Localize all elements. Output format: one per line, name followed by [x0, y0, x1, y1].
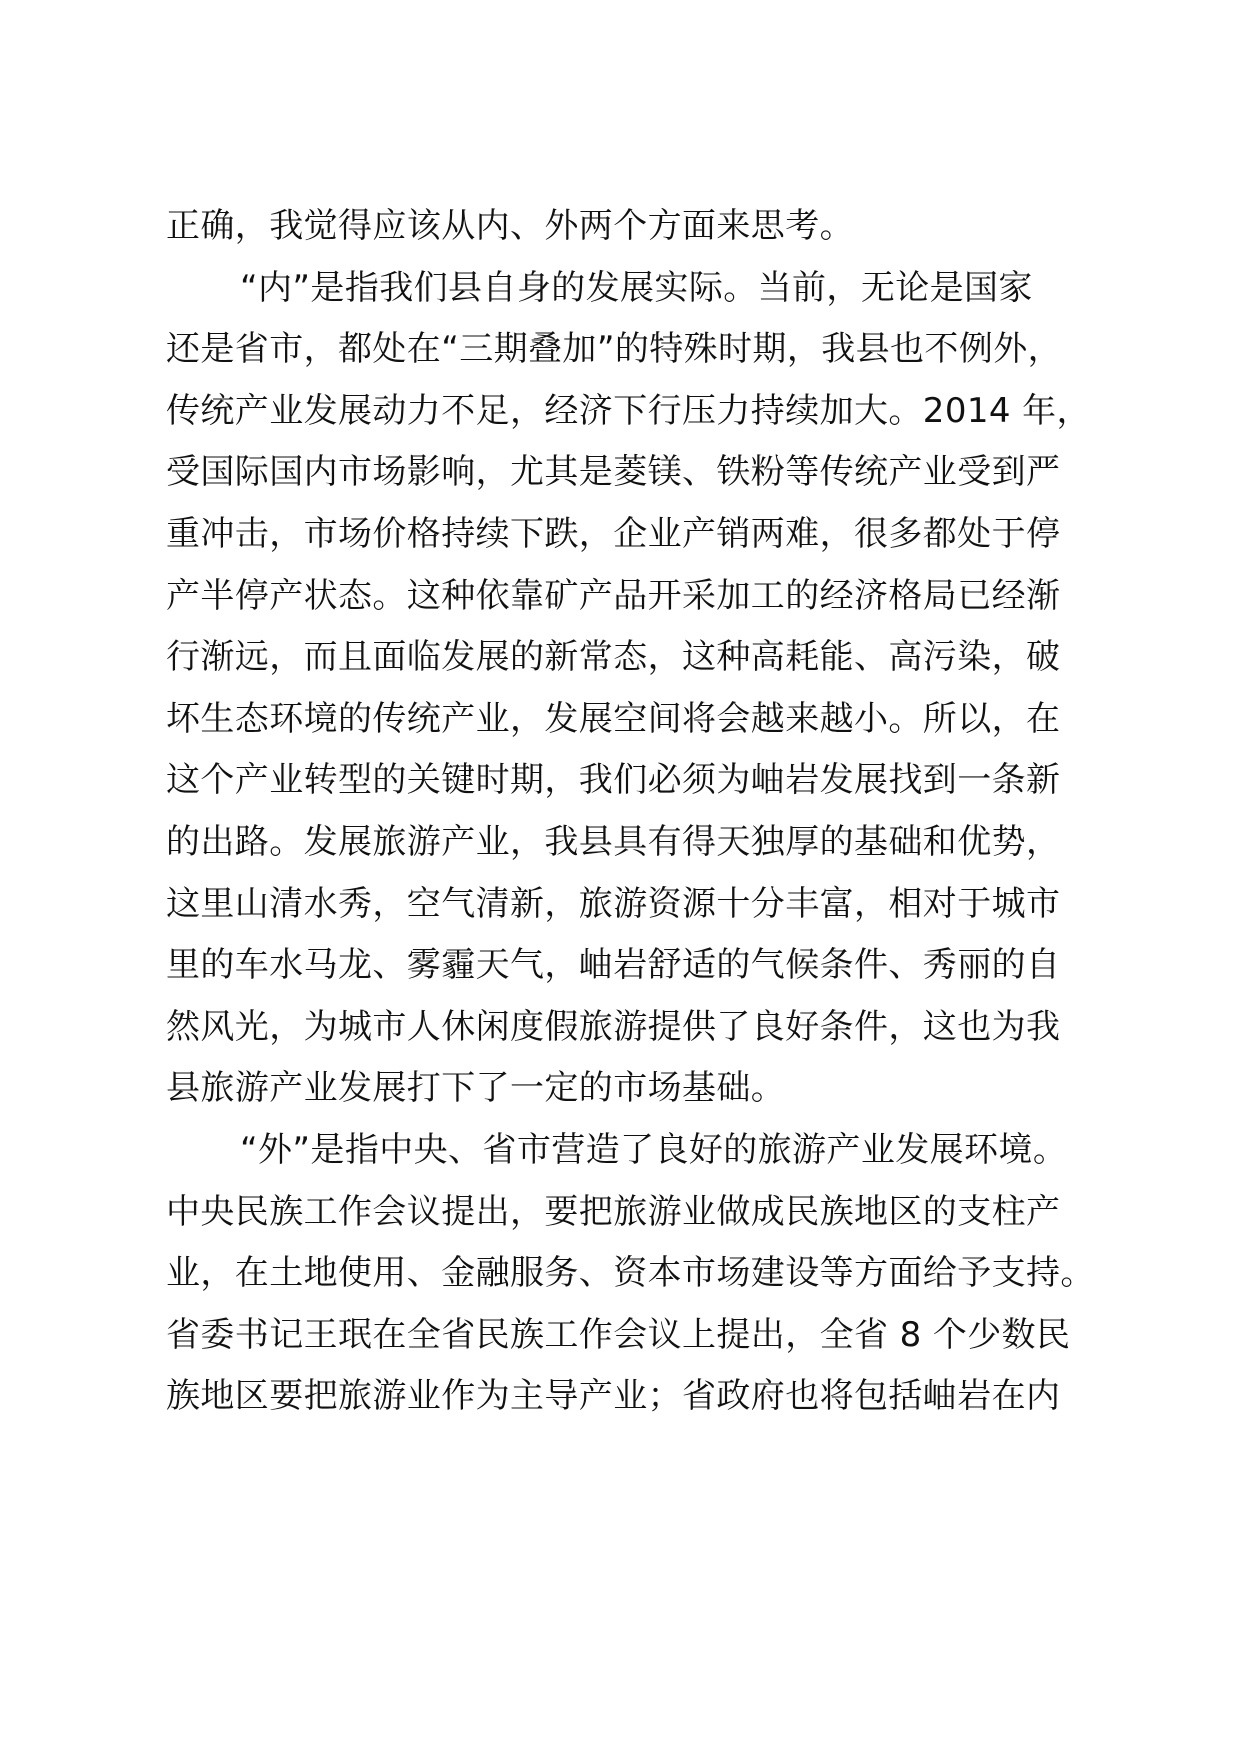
text-line-9: 坏生态环境的传统产业，发展空间将会越来越小。所以，在 [166, 698, 1061, 739]
text-line-3: 还是省市，都处在“三期叠加”的特殊时期，我县也不例外， [166, 329, 1063, 370]
text-line-17: 中央民族工作会议提出，要把旅游业做成民族地区的支柱产 [166, 1191, 1061, 1232]
text-line-8: 行渐远，而且面临发展的新常态，这种高耗能、高污染，破 [166, 637, 1061, 678]
body-text [166, 196, 1126, 1428]
text-line-10: 这个产业转型的关键时期，我们必须为岫岩发展找到一条新 [166, 760, 1061, 801]
text-line-5: 受国际国内市场影响，尤其是菱镁、铁粉等传统产业受到严 [166, 452, 1061, 493]
text-line-16: “外”是指中央、省市营造了良好的旅游产业发展环境。 [240, 1129, 1068, 1170]
text-line-19: 省委书记王珉在全省民族工作会议上提出，全省 8 个少数民 [166, 1314, 1071, 1355]
text-line-20: 族地区要把旅游业作为主导产业；省政府也将包括岫岩在内 [166, 1376, 1061, 1417]
text-line-6: 重冲击，市场价格持续下跌，企业产销两难，很多都处于停 [166, 513, 1061, 554]
text-line-12: 这里山清水秀，空气清新，旅游资源十分丰富，相对于城市 [166, 883, 1061, 924]
text-line-13: 里的车水马龙、雾霾天气，岫岩舒适的气候条件、秀丽的自 [166, 945, 1061, 986]
text-line-18: 业，在土地使用、金融服务、资本市场建设等方面给予支持。 [166, 1253, 1095, 1294]
text-line-7: 产半停产状态。这种依靠矿产品开采加工的经济格局已经渐 [166, 575, 1061, 616]
text-line-15: 县旅游产业发展打下了一定的市场基础。 [166, 1068, 786, 1109]
text-line-4: 传统产业发展动力不足，经济下行压力持续加大。2014 年， [166, 390, 1091, 431]
text-line-11: 的出路。发展旅游产业，我县具有得天独厚的基础和优势， [166, 821, 1061, 862]
text-line-2: “内”是指我们县自身的发展实际。当前，无论是国家 [240, 267, 1033, 308]
text-line-1: 正确，我觉得应该从内、外两个方面来思考。 [166, 206, 854, 246]
text-line-14: 然风光，为城市人休闲度假旅游提供了良好条件，这也为我 [166, 1006, 1061, 1047]
